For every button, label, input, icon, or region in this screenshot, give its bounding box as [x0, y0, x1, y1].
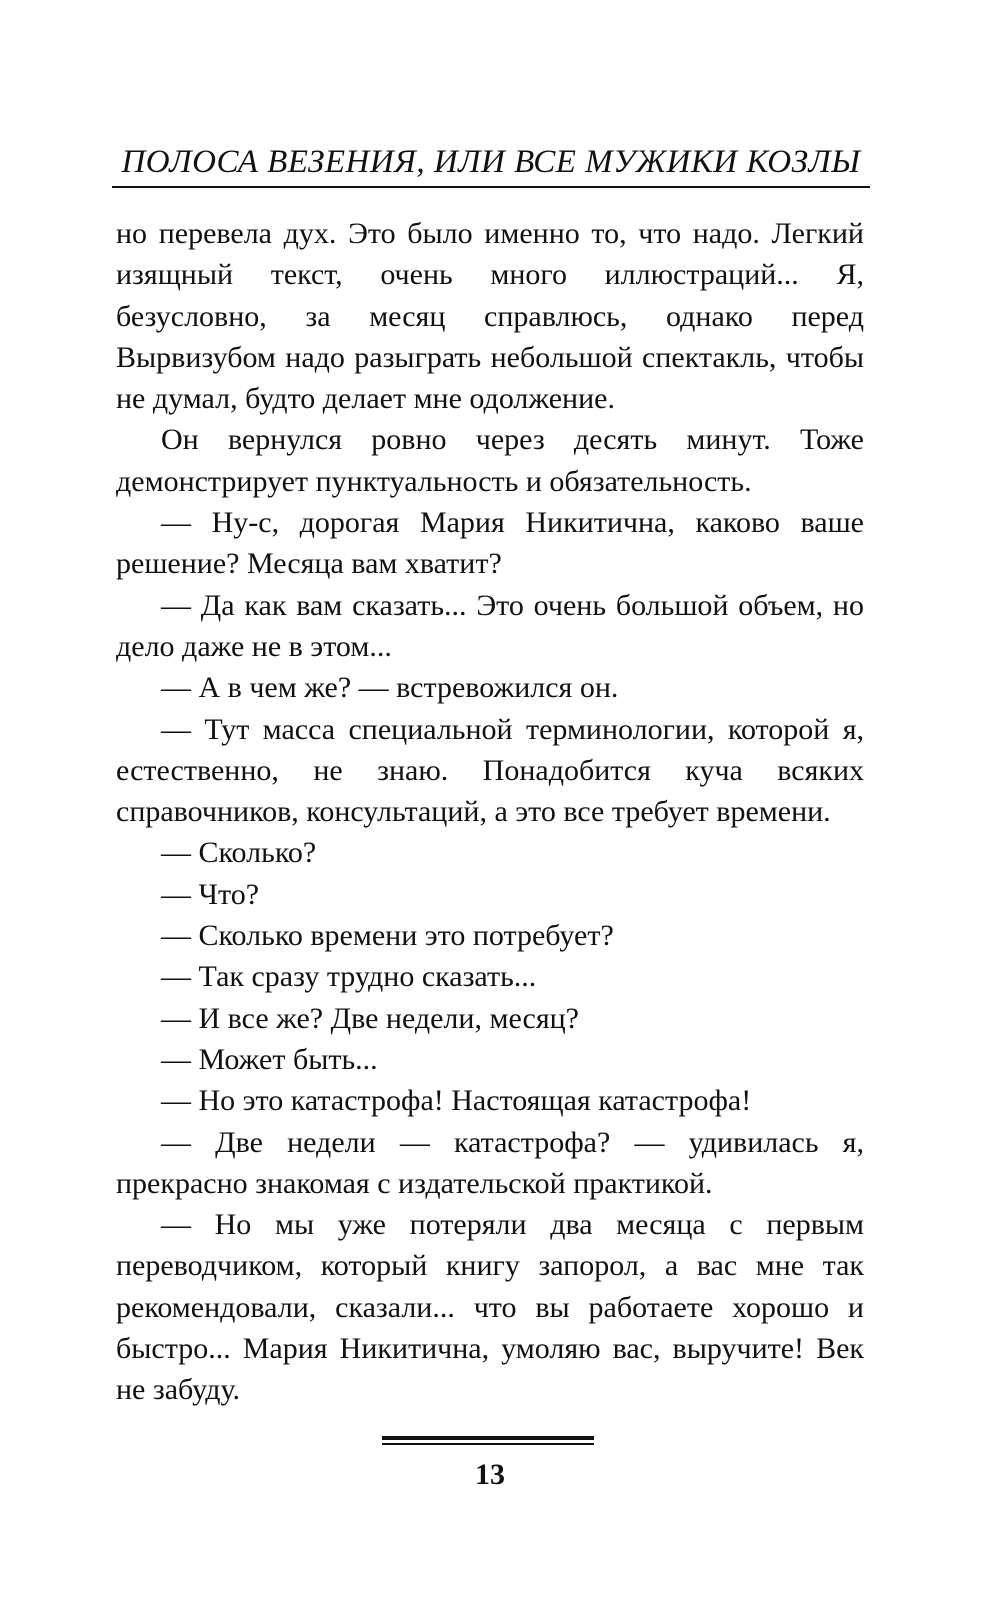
dialogue-line: — Тут масса специальной терминологии, которой я, естественно, не знаю. Понадобится куча всяких справочников, консультаций, а это все требует времени.: [116, 712, 864, 829]
dialogue-line: — Сколько?: [161, 836, 317, 870]
dialogue-line: — И все же? Две недели, месяц?: [161, 1001, 579, 1035]
dialogue-line: — Что?: [161, 877, 260, 911]
dialogue-line: — Но это катастрофа! Настоящая катастрофа!: [161, 1084, 752, 1118]
paragraph: Он вернулся ровно через десять минут. Тоже демонстрирует пунктуальность и обязательность.: [116, 423, 864, 498]
paragraph: но перевела дух. Это было именно то, что надо. Легкий изящный текст, очень много иллюстраций... Я, безусловно, за месяц справлюсь, однако перед Вырвизубом надо разыграть небольшой спектакль, чтобы не думал, будто делает мне одолжение.: [116, 217, 864, 416]
footer-double-rule: [382, 1436, 594, 1445]
page-number: 13: [475, 1458, 505, 1491]
dialogue-line: — Но мы уже потеряли два месяца с первым переводчиком, который книгу запорол, а вас мне так рекомендовали, сказали... что вы работаете хорошо и быстро... Мария Никитична, умоляю вас, выручите! Век не забуду.: [116, 1208, 864, 1407]
dialogue-line: — Две недели — катастрофа? — удивилась я, прекрасно знакомая с издательской практикой.: [116, 1125, 864, 1200]
dialogue-line: — Ну-с, дорогая Мария Никитична, каково ваше решение? Месяца вам хватит?: [116, 506, 864, 581]
body-text: [116, 213, 864, 1411]
dialogue-line: — Так сразу трудно сказать...: [161, 960, 537, 994]
dialogue-line: — А в чем же? — встревожился он.: [161, 671, 619, 705]
dialogue-line: — Да как вам сказать... Это очень большой объем, но дело даже не в этом...: [116, 588, 864, 663]
dialogue-line: — Может быть...: [161, 1042, 378, 1076]
header-rule: [112, 186, 870, 188]
dialogue-line: — Сколько времени это потребует?: [161, 919, 614, 953]
running-head-title: ПОЛОСА ВЕЗЕНИЯ, ИЛИ ВСЕ МУЖИКИ КОЗЛЫ: [121, 144, 861, 180]
